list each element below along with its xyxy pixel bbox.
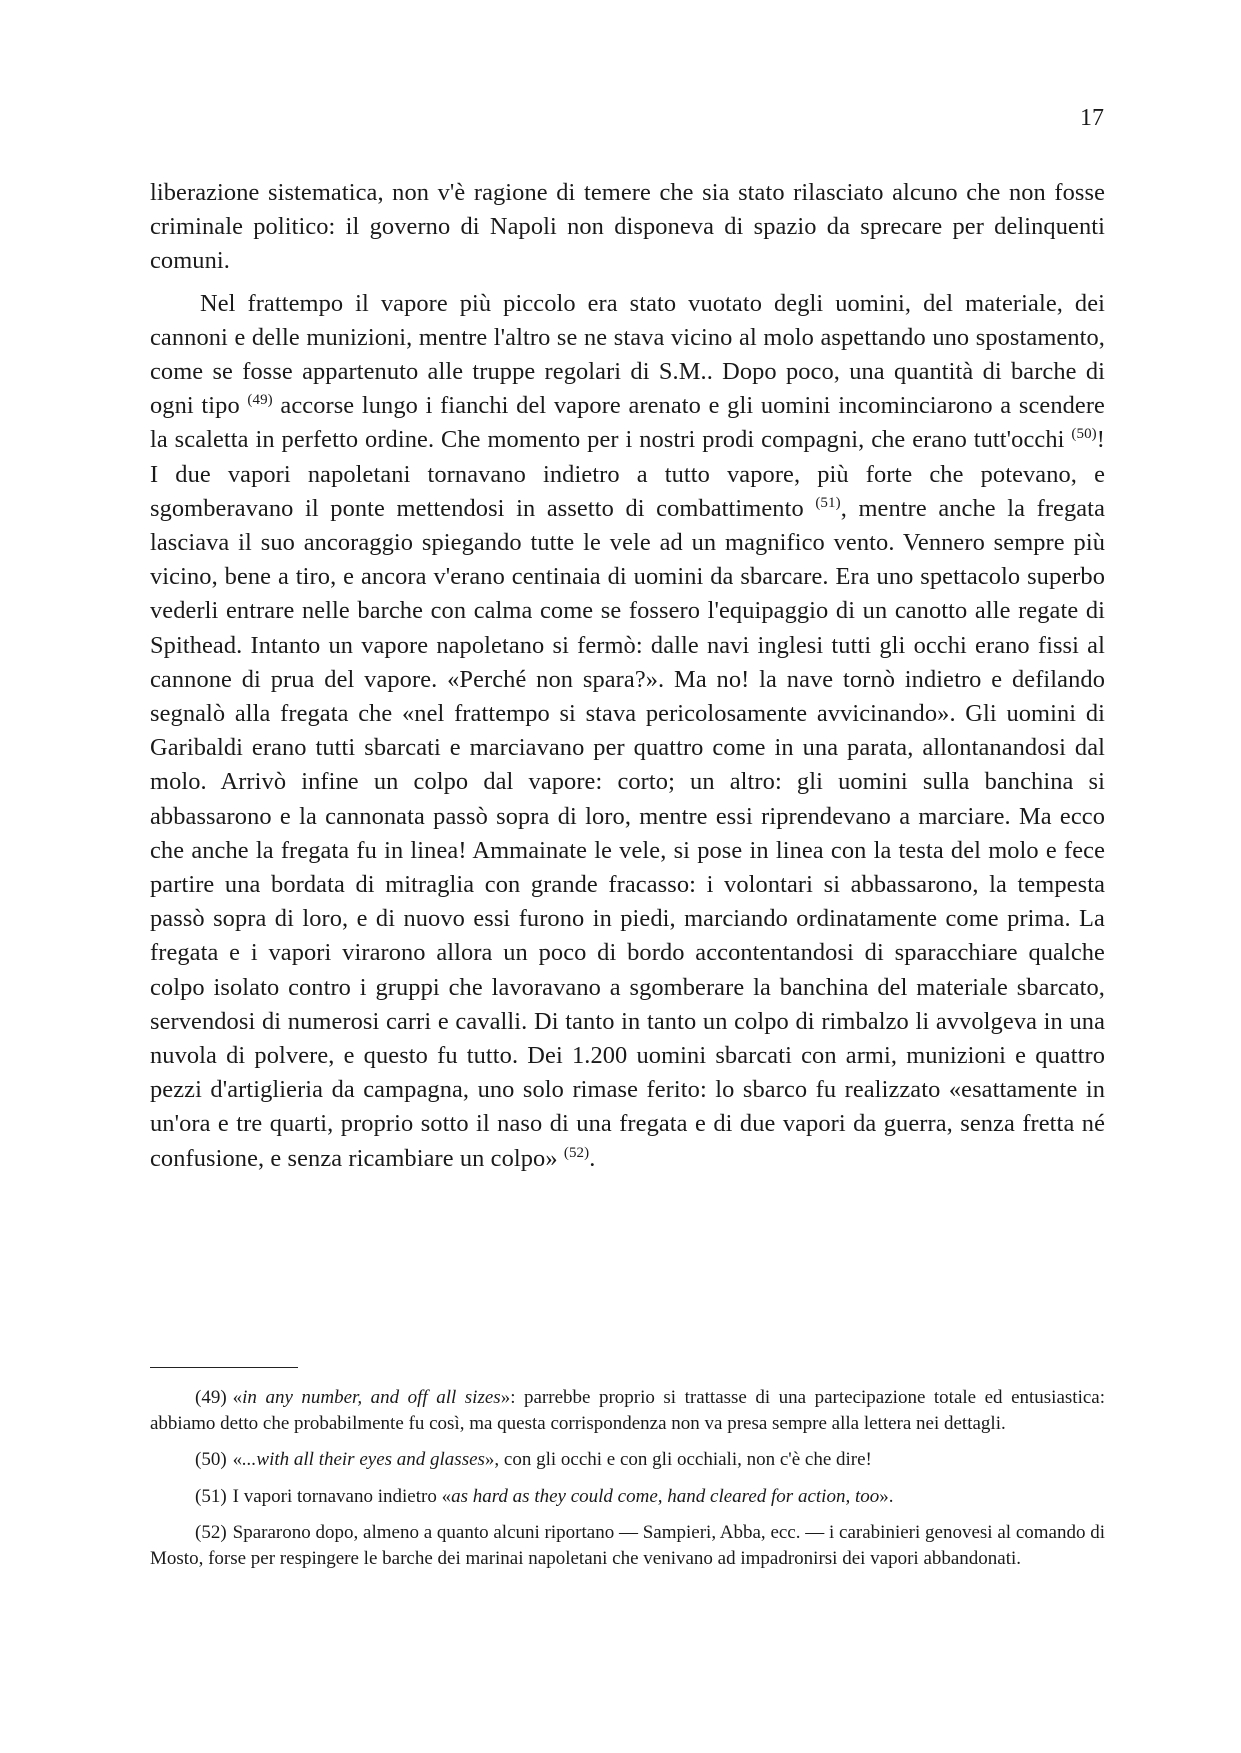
text-run: »: parrebbe proprio si trattasse di una partecipazione totale ed entusiastica: abbiamo detto che probabilmente fu così, ma questa corrispondenza non va presa sempre alla lettera nei dettagli. [150,1387,1105,1434]
footnote-reference: (52) [563,1144,590,1161]
text-run: . [589,1144,596,1172]
italic-text: as hard as they could come, hand cleared for action, too [451,1485,880,1507]
text-run: », con gli occhi e con gli occhiali, non c'è che dire! [484,1449,872,1470]
footnote [150,1484,1105,1510]
italic-text: in any number, and off all sizes [242,1387,501,1408]
footnote-number: (50) [195,1449,227,1470]
text-run: ». [879,1485,894,1507]
footnote-reference: (49) [247,392,273,409]
page-number: 17 [1080,105,1104,131]
paragraph [150,287,1105,1176]
footnote [150,1447,1105,1473]
footnotes [150,1385,1105,1582]
text-run: Spararono dopo, almeno a quanto alcuni riportano — Sampieri, Abba, ecc. — i carabinieri genovesi al comando di Mosto, forse per respingere le barche dei marinai napoletani che venivano ad impadronirsi dei vapori abbandonati. [150,1522,1105,1569]
main-text [150,176,1105,1176]
footnote [150,1385,1105,1436]
text-run: ! I due vapori napoletani tornavano indietro a tutto vapore, più forte che potevano, e sgomberavano il ponte mettendosi in assetto di combattimento [150,426,1105,522]
footnote-separator [150,1367,298,1368]
text-run: liberazione sistematica, non v'è ragione di temere che sia stato rilasciato alcuno che non fosse criminale politico: il governo di Napoli non disponeva di spazio da sprecare per delinquenti comuni. [150,179,1105,275]
text-run: accorse lungo i fianchi del vapore arenato e gli uomini incominciarono a scendere la scaletta in perfetto ordine. Che momento per i nostri prodi compagni, che erano tutt'occhi [150,392,1105,454]
text-run: I vapori tornavano indietro « [232,1485,452,1507]
text-run: « [232,1449,243,1470]
footnote-reference: (51) [815,494,841,511]
footnote-number: (49) [195,1387,227,1408]
footnote-number: (51) [195,1485,227,1507]
paragraph [150,176,1105,279]
footnote [150,1520,1105,1571]
text-run: , mentre anche la fregata lasciava il suo ancoraggio spiegando tutte le vele ad un magnifico vento. Vennero sempre più vicino, bene a tiro, e ancora v'erano centinaia di uomini da sbarcare. Era uno spettacolo superbo vederli entrare nelle barche con calma come se fossero l'equipaggio di un canotto alle regate di Spithead. Intanto un vapore napoletano si fermò: dalle navi inglesi tutti gli occhi erano fissi al cannone di prua del vapore. «Perché non spara?». Ma no! la nave tornò indietro e defilando segnalò alla fregata che «nel frattempo si stava pericolosamente avvicinando». Gli uomini di Garibaldi erano tutti sbarcati e marciavano per quattro come in una parata, allontanandosi dal molo. Arrivò infine un colpo dal vapore: corto; un altro: gli uomini sulla banchina si abbassarono e la cannonata passò sopra di loro, mentre essi riprendevano a marciare. Ma ecco che anche la fregata fu in linea! Ammainate le vele, si pose in linea con la testa del molo e fece partire una bordata di mitraglia con grande fracasso: i volontari si abbassarono, la tempesta passò sopra di loro, e di nuovo essi furono in piedi, marciando ordinatamente come prima. La fregata e i vapori virarono allora un poco di bordo accontentandosi di sparacchiare qualche colpo isolato contro i gruppi che lavoravano a sgomberare la banchina del materiale sbarcato, servendosi di numerosi carri e cavalli. Di tanto in tanto un colpo di rimbalzo li avvolgeva in una nuvola di polvere, e questo fu tutto. Dei 1.200 uomini sbarcati con armi, munizioni e quattro pezzi d'artiglieria da campagna, uno solo rimase ferito: lo sbarco fu realizzato «esattamente in un'ora e tre quarti, proprio sotto il naso di una fregata e di due vapori da guerra, senza fretta né confusione, e senza ricambiare un colpo» [150,494,1105,1172]
italic-text: ...with all their eyes and glasses [242,1449,485,1470]
text-run: Nel frattempo il vapore più piccolo era stato vuotato degli uomini, del materiale, dei cannoni e delle munizioni, mentre l'altro se ne stava vicino al molo aspettando uno spostamento, come se fosse appartenuto alle truppe regolari di S.M.. Dopo poco, una quantità di barche di ogni tipo [150,289,1105,420]
footnote-number: (52) [195,1522,227,1543]
footnote-reference: (50) [1071,426,1097,443]
text-run: « [232,1387,243,1408]
